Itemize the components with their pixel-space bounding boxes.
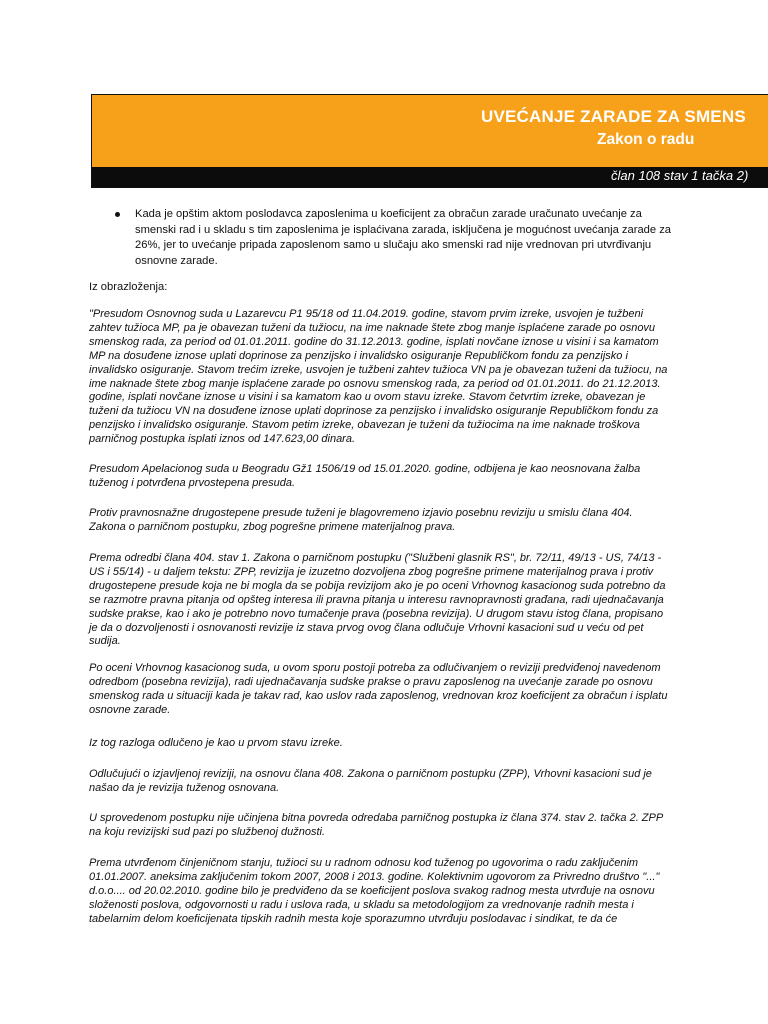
- banner-title: UVEĆANJE ZARADE ZA SMENS: [481, 107, 746, 126]
- bullet-icon: [115, 212, 120, 217]
- banner-subtitle: Zakon o radu: [597, 131, 695, 148]
- paragraph-article-404: Prema odredbi člana 404. stav 1. Zakona o parničnom postupku ("Službeni glasnik RS", br. 72/11, 49/13 - US, 74/13 - US i 55/14) - u daljem tekstu: ZPP, revizija je izuzetno dozvoljena zbog pogrešne primene materijalnog prava i protiv drugostepene presude koja ne bi mogla da se pobija revizijom ako je po oceni Vrhovnog kasacionog suda potrebno da se razmotre pravna pitanja od opšteg interesa ili pravna pitanja u interesu ravnopravnosti građana, radi ujednačavanja sudske prakse, kao i ako je potrebno novo tumačenje prava (posebna revizija). U drugom stavu istog člana, propisano je da o dozvoljenosti i osnovanosti revizije iz stava prvog ovog člana odlučuje Vrhovni kasacioni sud u veću od pet sudija.: [89, 552, 666, 648]
- title-banner: [91, 94, 768, 188]
- paragraph-revision: Protiv pravnosnažne drugostepene presude tuženi je blagovremeno izjavio posebnu reviziju u smislu člana 404. Zakona o parničnom postupku, zbog pogrešne primene materijalnog prava.: [89, 507, 633, 533]
- section-label: Iz obrazloženja:: [89, 281, 168, 293]
- paragraph-first-instance: "Presudom Osnovnog suda u Lazarevcu P1 95/18 od 11.04.2019. godine, stavom prvim izreke, usvojen je tužbeni zahtev tužioca MP, pa je obavezan tuženi da tužiocu, na ime naknade štete zbog manje isplaćene zarade po osnovu smenskog rada, za period od 01.01.2011. godine do 31.12.2013. godine, isplati novčane iznose u visini i sa kamatom MP na dosuđene iznose uplati doprinose za penzijsko i invalidsko osiguranje Republičkom fondu za penzijsko i invalidsko osiguranje. Stavom trećim izreke, usvojen je tužbeni zahtev tužioca VN pa je obavezan tuženi da tužiocu, na ime naknade štete zbog manje isplaćene zarade po osnovu smenskog rada, za period od 01.01.2011. do 21.12.2013. godine, isplati novčane iznose u visini i sa kamatom kao u ovom stavu izreke. Stavom četvrtim izreke, obavezan je tuženi da tužiocu VN na dosuđene iznose uplati doprinose za penzijsko i invalidsko osiguranje Republičkom fondu za penzijsko i invalidsko osiguranje. Stavom petim izreke, obavezan je tuženi da tužiocima na ime naknade troškova parničnog postupka isplati iznos od 147.623,00 dinara.: [89, 308, 668, 446]
- summary-text: Kada je opštim aktom poslodavca zaposlenima u koeficijent za obračun zarade uračunato uvećanje za smenski rad i u skladu s tim zaposlenima je isplaćivana zarada, isključena je mogućnost uvećanja zarade za 26%, jer to uvećanje pripada zaposlenom samo u slučaju ako smenski rad nije vrednovan pri utvrđivanju osnovne zarade.: [135, 208, 672, 268]
- paragraph-decision: Iz tog razloga odlučeno je kao u prvom stavu izreke.: [89, 737, 343, 749]
- article-reference: član 108 stav 1 tačka 2): [611, 168, 749, 183]
- paragraph-procedure: U sprovedenom postupku nije učinjena bitna povreda odredaba parničnog postupka iz člana 374. stav 2. tačka 2. ZPP na koju revizijski sud pazi po službenoj dužnosti.: [89, 812, 663, 838]
- paragraph-ruling: Odlučujući o izjavljenoj reviziji, na osnovu člana 408. Zakona o parničnom postupku (ZPP), Vrhovni kasacioni sud je našao da je revizija tuženog osnovana.: [89, 768, 652, 794]
- article-reference-bar: [92, 167, 768, 187]
- paragraph-court-opinion: Po oceni Vrhovnog kasacionog suda, u ovom sporu postoji potreba za odlučivanjem o reviziji predviđenoj navedenom odredbom (posebna revizija), radi ujednačavanja sudske prakse o pravu zaposlenog na uvećanje zarade po osnovu smenskog rada u situaciji kada je takav rad, kao uslov rada zaposlenog, vrednovan kroz koeficijent za obračun i isplatu osnovne zarade.: [89, 662, 668, 716]
- paragraph-facts: Prema utvrđenom činjeničnom stanju, tužioci su u radnom odnosu kod tuženog po ugovorima o radu zaključenim 01.01.2007. aneksima zaključenim tokom 2007, 2008 i 2013. godine. Kolektivnim ugovorom za Privredno društvo "..." d.o.o.... od 20.02.2010. godine bilo je predviđeno da se koeficijent poslova svakog radnog mesta utvrđuje na osnovu složenosti poslova, odgovornosti u radu i uslova rada, u skladu sa metodologijom za vrednovanje radnih mesta i tabelarnim delom koeficijenata tipskih radnih mesta koje sporazumno utvrđuju poslodavac i sindikat, te da će: [89, 857, 660, 925]
- paragraph-appeal: Presudom Apelacionog suda u Beogradu Gž1 1506/19 od 15.01.2020. godine, odbijena je kao neosnovana žalba tuženog i potvrđena prvostepena presuda.: [89, 463, 641, 489]
